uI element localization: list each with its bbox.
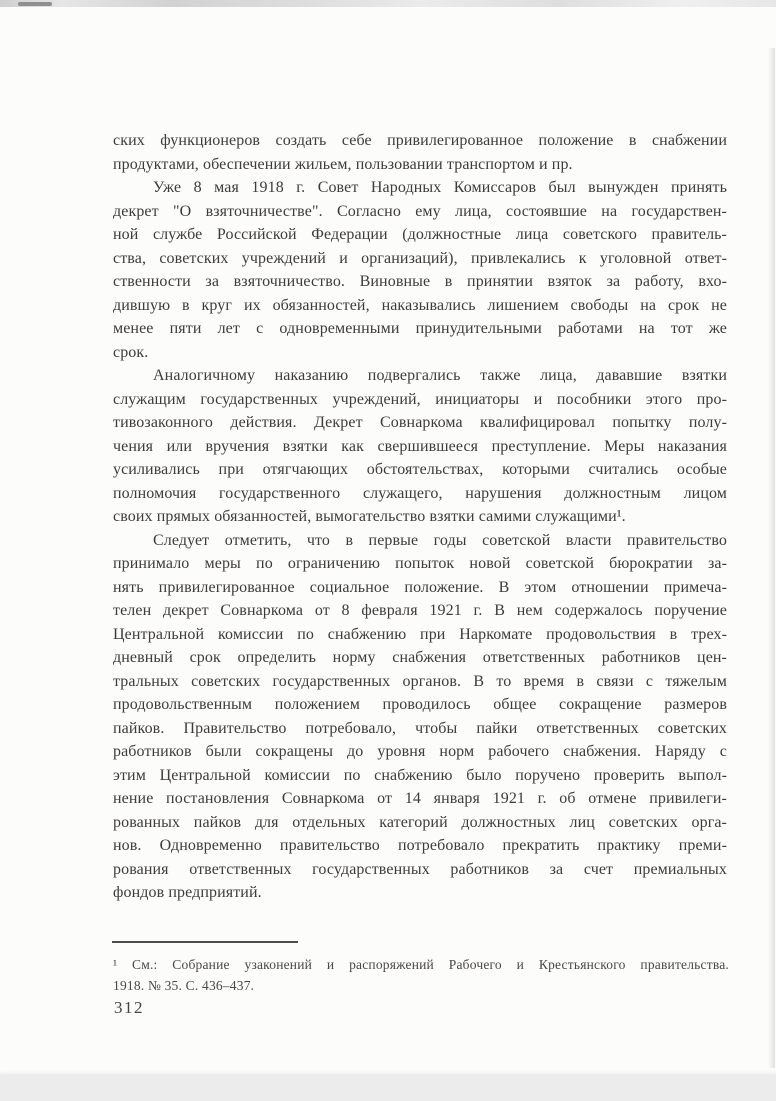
text-line: менее пяти лет с одновременными принудительными работами на тот же <box>113 320 727 337</box>
text-line: служащим государственных учреждений, инициаторы и пособники этого про- <box>113 390 727 408</box>
scan-edge-right <box>768 48 775 1068</box>
text-line: пайков. Правительство потребовало, чтобы пайки ответственных советских <box>113 719 727 737</box>
scan-mark-top-left <box>18 2 52 6</box>
footnote-line: 1918. № 35. С. 436–437. <box>113 978 255 993</box>
text-line: продуктами, обеспечении жильем, пользовании транспортом и пр. <box>113 155 573 173</box>
text-line: Аналогичному наказанию подвергались также лица, дававшие взятки <box>153 367 727 384</box>
text-line: ственности за взяточничество. Виновные в принятии взяток за работу, вхо- <box>113 273 727 290</box>
text-line: полномочия государственного служащего, нарушения должностным лицом <box>113 484 727 502</box>
text-line: рования ответственных государственных работников за счет премиальных <box>113 860 727 878</box>
text-line: нов. Одновременно правительство потребовало прекратить практику преми- <box>113 837 727 854</box>
scan-edge-top <box>0 0 776 7</box>
footnote-separator <box>112 941 298 943</box>
text-line: своих прямых обязанностей, вымогательство взятки самими служащими¹. <box>113 508 626 525</box>
footnote-text <box>113 954 729 996</box>
text-line: дившую в круг их обязанностей, наказывались лишением свободы на срок не <box>113 296 727 314</box>
text-line: срок. <box>113 343 149 361</box>
text-line: телен декрет Совнаркома от 8 февраля 1921 г. В нем содержалось поручение <box>113 602 727 619</box>
text-line: ских функционеров создать себе привилегированное положение в снабжении <box>113 132 727 149</box>
text-line: дневный срок определить норму снабжения ответственных работников цен- <box>113 649 727 666</box>
text-line: фондов предприятий. <box>113 884 262 901</box>
page-number: 312 <box>114 998 144 1017</box>
text-line: ства, советских учреждений и организаций), привлекались к уголовной ответ- <box>113 249 727 267</box>
text-line: Уже 8 мая 1918 г. Совет Народных Комиссаров был вынужден принять <box>153 179 727 196</box>
scan-edge-bottom <box>0 1074 776 1101</box>
text-line: декрет "О взяточничестве". Согласно ему лица, состоявшие на государствен- <box>113 202 727 220</box>
text-line: нение постановления Совнаркома от 14 января 1921 г. об отмене привилеги- <box>113 790 727 807</box>
text-line: Следует отметить, что в первые годы советской власти правительство <box>153 531 727 549</box>
text-line: Центральной комиссии по снабжению при Наркомате продовольствия в трех- <box>113 625 727 643</box>
text-line: работников были сокращены до уровня норм рабочего снабжения. Наряду с <box>113 743 727 760</box>
text-line: тивозаконного действия. Декрет Совнаркома квалифицировал попытку полу- <box>113 414 727 431</box>
text-line: этим Центральной комиссии по снабжению было поручено проверить выпол- <box>113 766 727 784</box>
text-line: рованных пайков для отдельных категорий должностных лиц советских орга- <box>113 813 727 831</box>
text-line: тральных советских государственных органов. В то время в связи с тяжелым <box>113 672 727 690</box>
text-line: ной службе Российской Федерации (должностные лица советского правитель- <box>113 226 727 243</box>
footnote-line: ¹ См.: Собрание узаконений и распоряжений Рабочего и Крестьянского правительства. <box>113 957 729 972</box>
text-line: нять привилегированное социальное положение. В этом отношении примеча- <box>113 578 727 596</box>
text-line: чения или вручения взятки как свершившееся преступление. Меры наказания <box>113 437 727 455</box>
text-line: продовольственным положением проводилось общее сокращение размеров <box>113 696 727 713</box>
text-line: усиливались при отягчающих обстоятельствах, которыми считались особые <box>113 461 727 478</box>
body-text <box>113 129 727 905</box>
text-line: принимало меры по ограничению попыток новой советской бюрократии за- <box>113 555 727 572</box>
